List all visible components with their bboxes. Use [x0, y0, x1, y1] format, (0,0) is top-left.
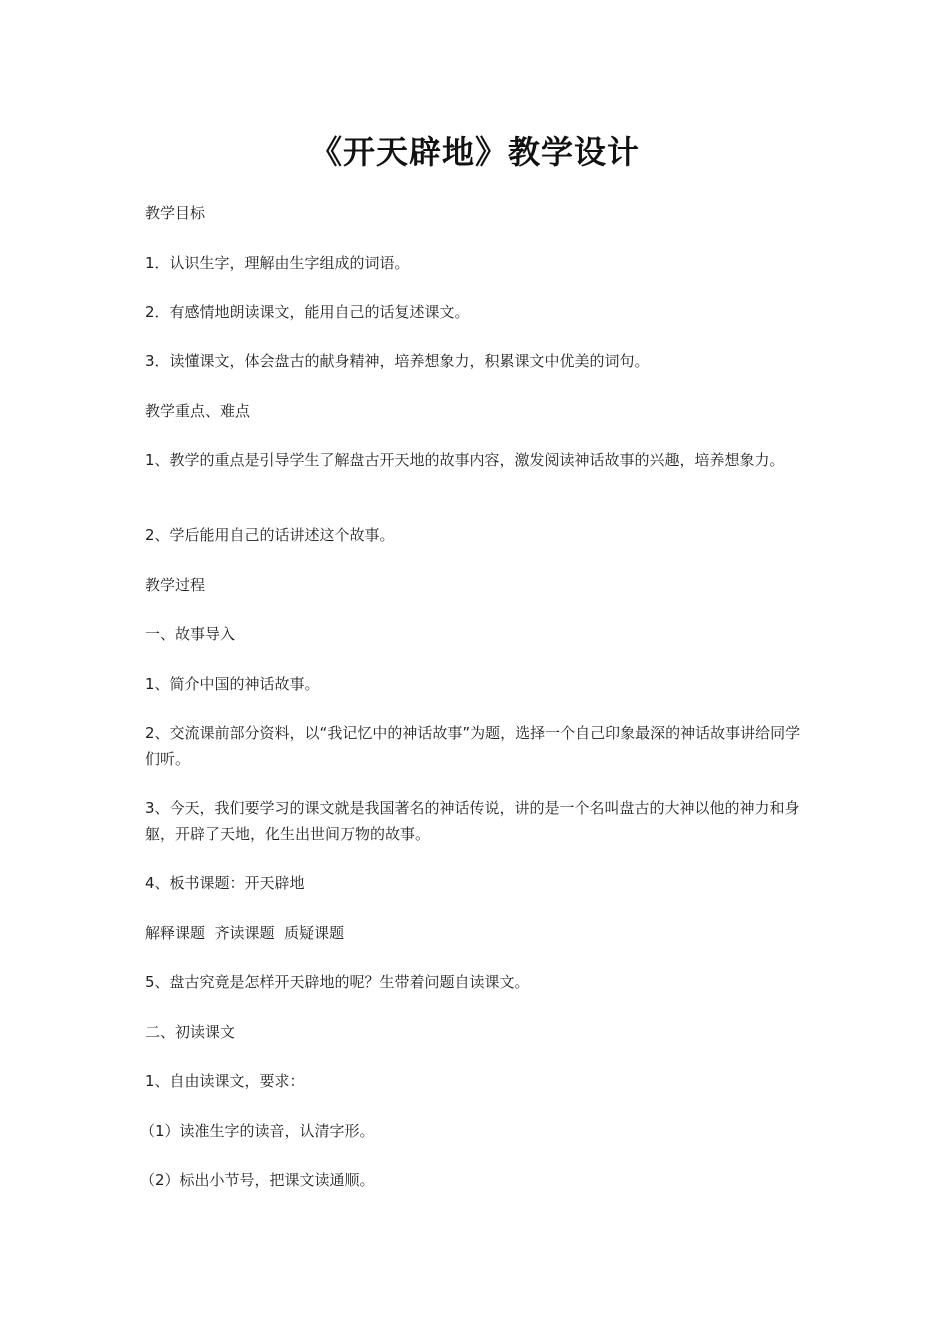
subsection-heading: 一、故事导入 [145, 625, 236, 643]
document-title: 《开天辟地》教学设计 [309, 133, 640, 171]
paragraph: 4、板书课题：开天辟地 [145, 874, 305, 892]
paragraph: 3．读懂课文，体会盘古的献身精神，培养想象力，积累课文中优美的词句。 [145, 352, 650, 370]
paragraph: 2．有感情地朗读课文，能用自己的话复述课文。 [145, 303, 470, 321]
paragraph: （1）读准生字的读音，认清字形。 [140, 1122, 375, 1140]
paragraph: 1、教学的重点是引导学生了解盘古开天地的故事内容，激发阅读神话故事的兴趣，培养想象力。 [145, 451, 785, 469]
paragraph: 2、学后能用自己的话讲述这个故事。 [145, 526, 395, 544]
paragraph: 5、盘古究竟是怎样开天辟地的呢？生带着问题自读课文。 [145, 973, 530, 991]
section-heading-objectives: 教学目标 [145, 204, 206, 222]
section-heading-process: 教学过程 [145, 576, 206, 594]
paragraph: 1、自由读课文，要求： [145, 1072, 305, 1090]
paragraph: （2）标出小节号，把课文读通顺。 [140, 1171, 375, 1189]
section-heading-key-points: 教学重点、难点 [145, 402, 251, 420]
paragraph: 1、简介中国的神话故事。 [145, 675, 320, 693]
paragraph: 2、交流课前部分资料，以“我记忆中的神话故事”为题，选择一个自己印象最深的神话故事讲给同学们听。 [145, 724, 801, 768]
paragraph: 3、今天，我们要学习的课文就是我国著名的神话传说，讲的是一个名叫盘古的大神以他的神力和身躯，开辟了天地，化生出世间万物的故事。 [145, 799, 800, 843]
paragraph: 1．认识生字，理解由生字组成的词语。 [145, 254, 410, 272]
subsection-heading: 二、初读课文 [145, 1023, 236, 1041]
paragraph: 解释课题 齐读课题 质疑课题 [145, 924, 345, 942]
